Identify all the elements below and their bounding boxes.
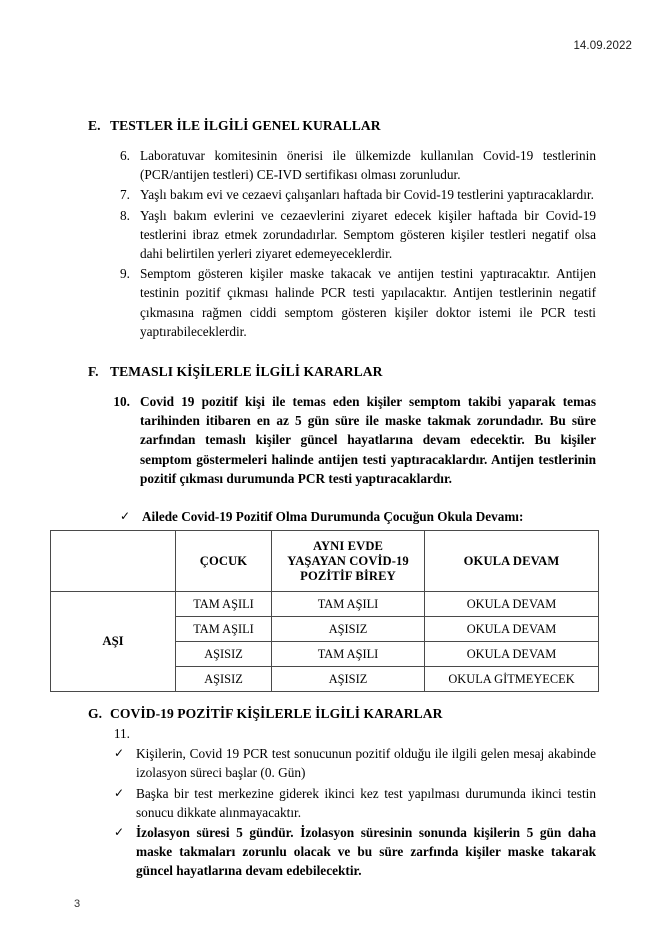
table-header-birey-line2: YAŞAYAN COVİD-19	[287, 553, 409, 568]
section-heading-e	[36, 118, 634, 134]
table-caption-text: Ailede Covid-19 Pozitif Olma Durumunda Çocuğun Okula Devamı:	[142, 509, 524, 525]
list-item-9	[36, 264, 634, 341]
list-item-7-number: 7.	[120, 187, 130, 203]
check-icon: ✓	[114, 746, 125, 761]
document-content	[0, 118, 670, 539]
list-item-10	[36, 392, 634, 488]
table-cell-birey: TAM AŞILI	[272, 592, 425, 617]
table-cell-cocuk: AŞISIZ	[176, 667, 272, 692]
list-item-7-text: Yaşlı bakım evi ve cezaevi çalışanları haftada bir Covid-19 testlerini yaptıracaklardır.	[140, 187, 594, 203]
table-cell-cocuk: TAM AŞILI	[176, 592, 272, 617]
table-header-birey	[272, 531, 425, 592]
table-cell-devam: OKULA DEVAM	[425, 617, 599, 642]
check-item-1-text: Kişilerin, Covid 19 PCR test sonucunun pozitif olduğu ile ilgili gelen mesaj akabinde izolasyon süreci başlar (0. Gün)	[136, 746, 596, 781]
table-cell-devam: OKULA DEVAM	[425, 592, 599, 617]
table-cell-devam: OKULA GİTMEYECEK	[425, 667, 599, 692]
section-heading-g	[36, 706, 634, 722]
page-number: 3	[74, 898, 81, 910]
list-item-11	[36, 724, 634, 743]
table-container	[0, 530, 635, 692]
check-icon: ✓	[114, 785, 125, 800]
check-item-1	[36, 744, 634, 782]
section-title-e: TESTLER İLE İLGİLİ GENEL KURALLAR	[110, 118, 381, 133]
section-title-g: COVİD-19 POZİTİF KİŞİLERLE İLGİLİ KARARLAR	[110, 706, 443, 721]
check-item-3	[36, 823, 634, 881]
list-item-9-number: 9.	[120, 266, 130, 282]
check-item-2-text: Başka bir test merkezine giderek ikinci kez test yapılması durumunda ikinci testin sonucu dikkate alınmayacaktır.	[136, 785, 596, 820]
list-item-8	[36, 206, 634, 264]
section-letter-e: E.	[88, 118, 101, 133]
table-cell-cocuk: AŞISIZ	[176, 642, 272, 667]
check-item-3-text: İzolasyon süresi 5 gündür. İzolasyon süresinin sonunda kişilerin 5 gün daha maske takmaları zorunlu olacak ve bu süre zarfında kişiler maske takarak güncel hayatlarına devam edebilecektir.	[136, 825, 596, 879]
table-cell-devam: OKULA DEVAM	[425, 642, 599, 667]
table-body	[51, 592, 599, 692]
list-item-8-number: 8.	[120, 207, 130, 223]
table-header-row	[51, 531, 599, 592]
spacer-e-f	[36, 342, 634, 364]
check-item-2	[36, 784, 634, 822]
list-item-11-number: 11.	[113, 726, 130, 741]
table-cell-cocuk: TAM AŞILI	[176, 617, 272, 642]
header-date: 14.09.2022	[573, 40, 632, 52]
section-heading-f	[36, 364, 634, 380]
table-header-birey-line3: POZİTİF BİREY	[300, 568, 396, 583]
list-item-6-text: Laboratuvar komitesinin önerisi ile ülkemizde kullanılan Covid-19 testlerinin (PCR/antijen testleri) CE-IVD sertifikası olması zorunludur.	[140, 148, 596, 183]
table-cell-birey: AŞISIZ	[272, 667, 425, 692]
list-item-10-number: 10.	[113, 394, 130, 410]
document-content-lower	[0, 706, 670, 882]
list-item-9-text: Semptom gösteren kişiler maske takacak ve antijen testini yaptıracaktır. Antijen testinin pozitif çıkması halinde PCR testi yapılacaktır. Antijen testlerinin negatif çıkmasına rağmen ciddi semptom gösteren kişiler doktor istemi ile PCR testi yaptırabileceklerdir.	[140, 266, 596, 339]
table-header-empty	[51, 531, 176, 592]
table-caption-row	[36, 507, 634, 526]
table-header-cocuk: ÇOCUK	[176, 531, 272, 592]
table-header-devam: OKULA DEVAM	[425, 531, 599, 592]
list-item-10-text: Covid 19 pozitif kişi ile temas eden kişiler semptom takibi yaparak temas tarihinden itibaren en az 5 gün süre ile maske takmak zorundadır. Bu süre zarfından temaslı kişiler güncel hayatlarına devam edecektir. Bu kişiler semptom göstermeleri halinde antijen testi yaptıracaklardır. Antijen testlerinin pozitif çıkması durumunda PCR testi yaptıracaklardır.	[140, 394, 596, 486]
list-item-7	[36, 185, 634, 204]
list-item-6-number: 6.	[120, 148, 130, 163]
vaccination-school-table	[50, 530, 599, 692]
section-letter-g: G.	[88, 706, 103, 721]
table-row-label-asi: AŞI	[51, 592, 176, 692]
spacer-before-caption	[36, 489, 634, 507]
check-icon: ✓	[114, 825, 125, 840]
table-row	[51, 592, 599, 617]
list-item-6	[36, 146, 634, 184]
table-header-birey-line1: AYNI EVDE	[312, 538, 384, 553]
check-icon: ✓	[120, 509, 131, 524]
table-cell-birey: AŞISIZ	[272, 617, 425, 642]
list-item-8-text: Yaşlı bakım evlerini ve cezaevlerini ziyaret edecek kişiler haftada bir Covid-19 testlerini ibraz etmek zorundadırlar. Semptom gösteren kişiler testleri negatif olsa dahi belirtilen yerleri ziyaret edemeyeceklerdir.	[140, 207, 596, 262]
section-letter-f: F.	[88, 364, 99, 380]
table-cell-birey: TAM AŞILI	[272, 642, 425, 667]
section-title-f: TEMASLI KİŞİLERLE İLGİLİ KARARLAR	[110, 364, 383, 380]
